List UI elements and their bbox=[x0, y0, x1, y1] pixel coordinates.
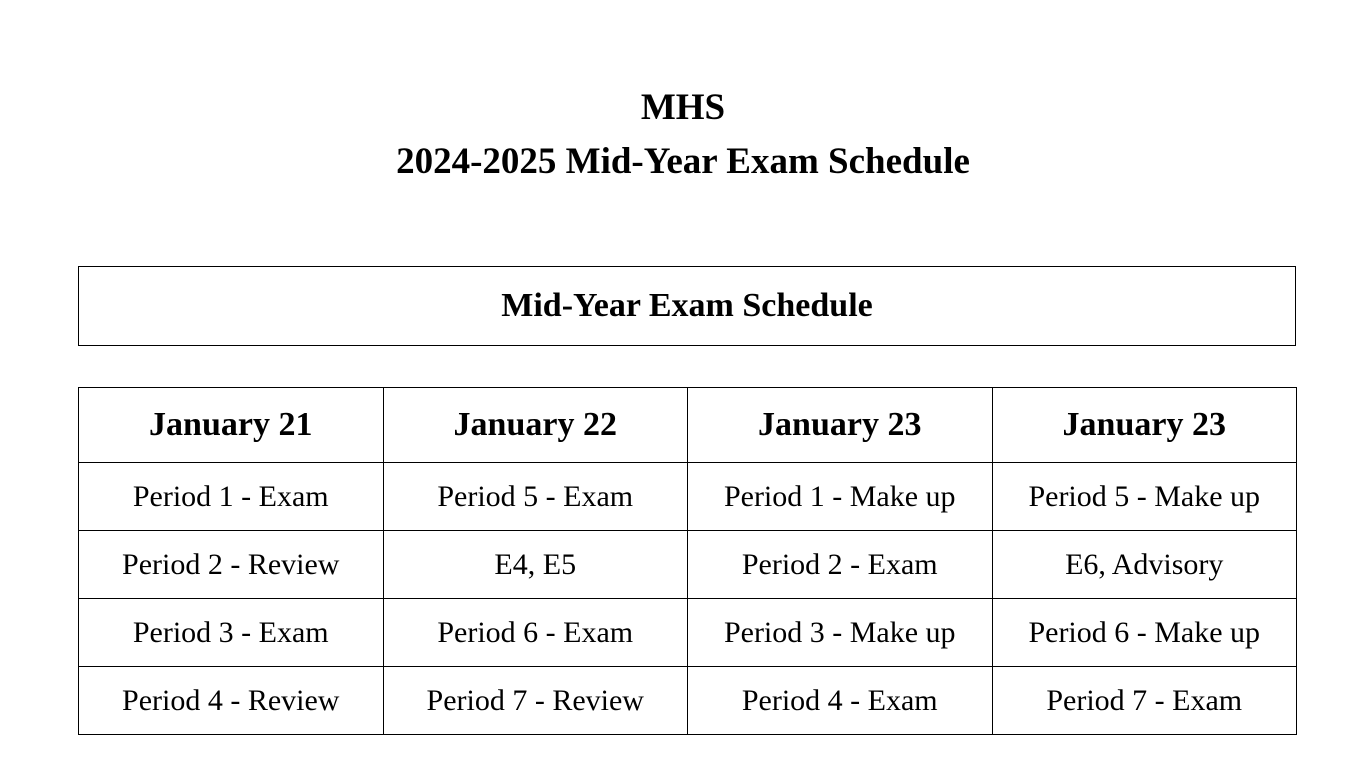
school-name: MHS bbox=[640, 87, 726, 128]
table-cell: Period 4 - Review bbox=[79, 667, 384, 735]
table-cell: Period 2 - Review bbox=[79, 531, 384, 599]
table-cell: Period 2 - Exam bbox=[688, 531, 993, 599]
table-cell: Period 6 - Make up bbox=[992, 599, 1297, 667]
table-row bbox=[79, 667, 1297, 735]
column-header: January 21 bbox=[79, 388, 384, 463]
table-cell: Period 4 - Exam bbox=[688, 667, 993, 735]
table-cell: Period 5 - Exam bbox=[383, 463, 688, 531]
column-header: January 23 bbox=[992, 388, 1297, 463]
exam-schedule-table bbox=[78, 387, 1297, 735]
schedule-banner bbox=[78, 266, 1296, 346]
table-cell: E6, Advisory bbox=[992, 531, 1297, 599]
table-cell: Period 5 - Make up bbox=[992, 463, 1297, 531]
table-cell: Period 7 - Review bbox=[383, 667, 688, 735]
table-cell: Period 7 - Exam bbox=[992, 667, 1297, 735]
column-header: January 22 bbox=[383, 388, 688, 463]
table-cell: Period 3 - Exam bbox=[79, 599, 384, 667]
table-cell: Period 1 - Exam bbox=[79, 463, 384, 531]
table-cell: Period 6 - Exam bbox=[383, 599, 688, 667]
table-header-row bbox=[79, 388, 1297, 463]
table-row bbox=[79, 531, 1297, 599]
page-title: 2024-2025 Mid-Year Exam Schedule bbox=[396, 141, 970, 182]
table-cell: Period 1 - Make up bbox=[688, 463, 993, 531]
banner-title: Mid-Year Exam Schedule bbox=[501, 287, 873, 324]
column-header: January 23 bbox=[688, 388, 993, 463]
table-row bbox=[79, 599, 1297, 667]
table-cell: E4, E5 bbox=[383, 531, 688, 599]
table-row bbox=[79, 463, 1297, 531]
table-cell: Period 3 - Make up bbox=[688, 599, 993, 667]
